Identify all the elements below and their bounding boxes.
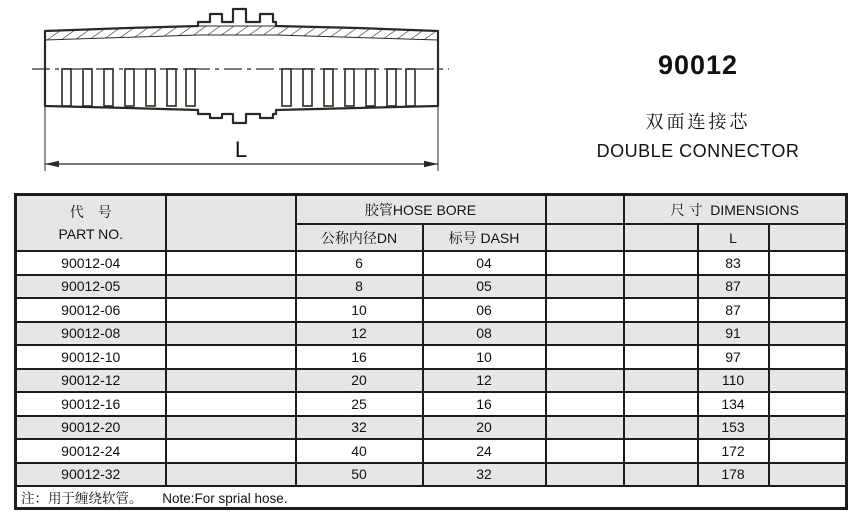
cell-length: 178 <box>698 463 769 487</box>
cell-empty <box>546 345 624 369</box>
cell-empty <box>546 298 624 322</box>
series-number: 90012 <box>657 50 739 80</box>
cell-empty <box>166 345 296 369</box>
cell-part-no: 90012-05 <box>16 275 166 299</box>
table-row <box>16 322 847 346</box>
cell-empty <box>769 369 847 393</box>
header-part-no-zh: 代 号 <box>69 203 112 220</box>
cell-length: 97 <box>698 345 769 369</box>
header-empty-col8 <box>769 224 847 251</box>
cell-empty <box>624 463 698 487</box>
cell-length: 110 <box>698 369 769 393</box>
spec-table-header <box>16 195 847 252</box>
cell-length: 153 <box>698 416 769 440</box>
spec-table-footer <box>16 486 847 509</box>
cell-empty <box>546 251 624 275</box>
cell-dn: 20 <box>296 369 423 393</box>
cell-length: 87 <box>698 275 769 299</box>
cell-empty <box>546 392 624 416</box>
cell-empty <box>624 439 698 463</box>
header-row-1 <box>16 195 847 225</box>
cell-length: 172 <box>698 439 769 463</box>
cell-empty <box>769 439 847 463</box>
cell-empty <box>166 275 296 299</box>
table-row <box>16 416 847 440</box>
cell-part-no: 90012-12 <box>16 369 166 393</box>
cell-dn: 6 <box>296 251 423 275</box>
connector-drawing-icon <box>28 4 453 176</box>
cell-dash: 16 <box>423 392 546 416</box>
note-row <box>16 486 847 509</box>
cell-part-no: 90012-06 <box>16 298 166 322</box>
product-name-en: DOUBLE CONNECTOR <box>596 141 800 161</box>
cell-empty <box>769 392 847 416</box>
note-zh: 注：用于缠绕软管。 <box>21 491 143 506</box>
cell-empty <box>624 416 698 440</box>
cell-empty <box>166 439 296 463</box>
cell-empty <box>546 369 624 393</box>
cell-part-no: 90012-24 <box>16 439 166 463</box>
cell-empty <box>769 463 847 487</box>
table-row <box>16 251 847 275</box>
note-en: Note:For sprial hose. <box>162 491 288 506</box>
cell-part-no: 90012-10 <box>16 345 166 369</box>
product-name-zh: 双面连接芯 <box>645 112 751 132</box>
technical-drawing <box>28 4 453 176</box>
cell-empty <box>624 345 698 369</box>
cell-dn: 8 <box>296 275 423 299</box>
cell-length: 83 <box>698 251 769 275</box>
cell-empty <box>769 416 847 440</box>
cell-empty <box>769 322 847 346</box>
cell-dn: 10 <box>296 298 423 322</box>
cell-part-no: 90012-04 <box>16 251 166 275</box>
cell-dash: 04 <box>423 251 546 275</box>
cell-empty <box>624 275 698 299</box>
cell-part-no: 90012-16 <box>16 392 166 416</box>
cell-dn: 16 <box>296 345 423 369</box>
cell-part-no: 90012-20 <box>16 416 166 440</box>
header-dn: 公称内径DN <box>296 224 423 251</box>
cell-empty <box>166 322 296 346</box>
spec-table-body <box>16 251 847 486</box>
cell-empty <box>546 463 624 487</box>
cell-dash: 24 <box>423 439 546 463</box>
cell-length: 87 <box>698 298 769 322</box>
cell-length: 91 <box>698 322 769 346</box>
cell-empty <box>769 298 847 322</box>
table-row <box>16 369 847 393</box>
cell-empty <box>624 298 698 322</box>
table-row <box>16 298 847 322</box>
table-row <box>16 463 847 487</box>
cell-dn: 32 <box>296 416 423 440</box>
cell-dn: 50 <box>296 463 423 487</box>
cell-empty <box>166 392 296 416</box>
cell-dash: 06 <box>423 298 546 322</box>
header-part-no-en: PART NO. <box>58 226 124 242</box>
barb-ridges-left <box>62 69 195 106</box>
table-row <box>16 275 847 299</box>
cell-empty <box>546 275 624 299</box>
cell-dash: 05 <box>423 275 546 299</box>
table-row <box>16 345 847 369</box>
dimension-label: L <box>234 137 248 162</box>
cell-empty <box>546 416 624 440</box>
header-empty-col6 <box>624 224 698 251</box>
header-part-no <box>16 195 166 252</box>
header-length: L <box>698 224 769 251</box>
cell-empty <box>624 392 698 416</box>
dimension-arrow-left <box>45 161 59 167</box>
cell-empty <box>166 369 296 393</box>
cell-empty <box>166 463 296 487</box>
cell-empty <box>166 298 296 322</box>
cell-dn: 12 <box>296 322 423 346</box>
cell-empty <box>546 322 624 346</box>
cell-dash: 20 <box>423 416 546 440</box>
header-dash: 标号 DASH <box>423 224 546 251</box>
cell-dn: 40 <box>296 439 423 463</box>
title-block <box>562 50 834 162</box>
cell-part-no: 90012-32 <box>16 463 166 487</box>
header-empty-col5-row1 <box>546 195 624 225</box>
cell-part-no: 90012-08 <box>16 322 166 346</box>
header-dimensions: 尺 寸 DIMENSIONS <box>624 195 847 225</box>
header-empty-col5-row2 <box>546 224 624 251</box>
cell-length: 134 <box>698 392 769 416</box>
cell-empty <box>166 251 296 275</box>
cell-dash: 08 <box>423 322 546 346</box>
cell-dash: 32 <box>423 463 546 487</box>
header-hose-bore: 胶管HOSE BORE <box>296 195 546 225</box>
cell-empty <box>624 251 698 275</box>
cell-empty <box>624 369 698 393</box>
cell-dash: 12 <box>423 369 546 393</box>
cell-empty <box>769 275 847 299</box>
cell-empty <box>624 322 698 346</box>
note-cell <box>16 486 847 509</box>
cell-dash: 10 <box>423 345 546 369</box>
cell-empty <box>769 345 847 369</box>
cell-empty <box>546 439 624 463</box>
table-row <box>16 439 847 463</box>
table-row <box>16 392 847 416</box>
dimension-arrow-right <box>424 161 438 167</box>
header-empty-col2 <box>166 195 296 252</box>
cell-dn: 25 <box>296 392 423 416</box>
cell-empty <box>769 251 847 275</box>
cell-empty <box>166 416 296 440</box>
barb-ridges-right <box>282 69 415 106</box>
spec-table <box>14 193 848 510</box>
